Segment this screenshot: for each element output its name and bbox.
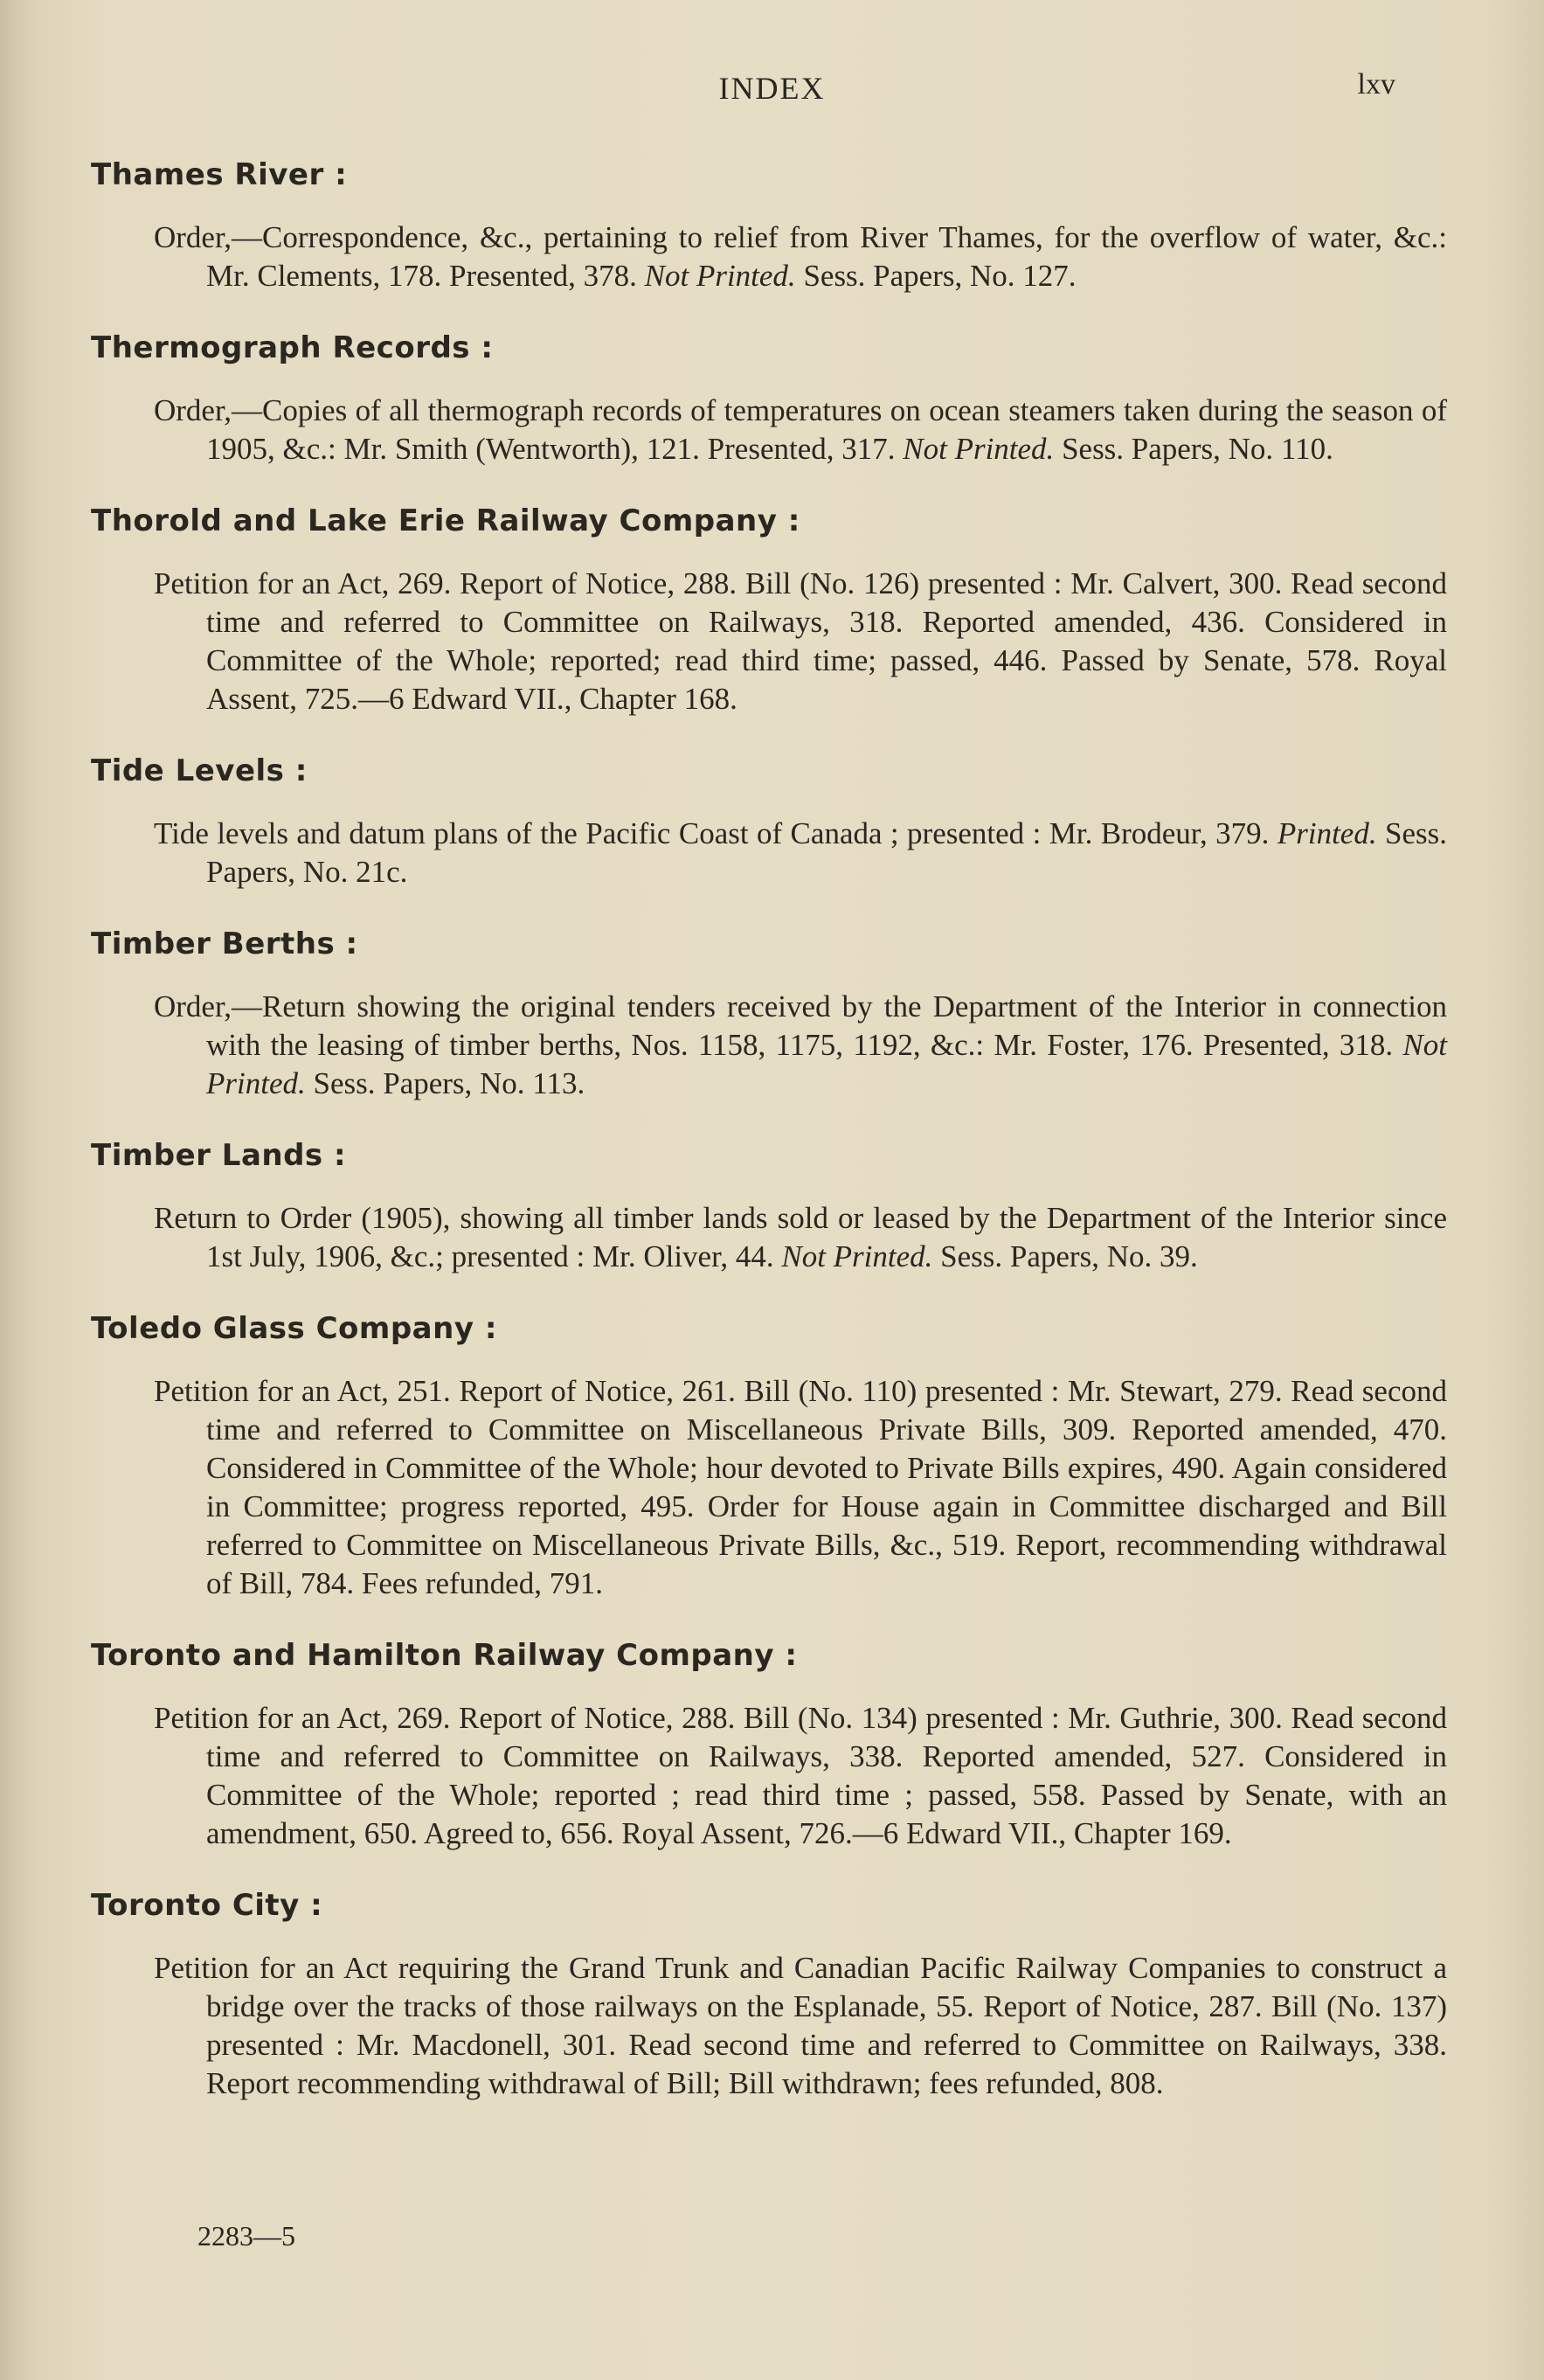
- entry-session-paper: Sess. Papers, No. 21c.: [206, 816, 1448, 889]
- index-entry: [84, 753, 1447, 892]
- entry-main-text: Petition for an Act, 269. Report of Notice, 288. Bill (No. 134) presented : Mr. Guthrie, 300. Read second time and referred to Committee on Railways, 338. Reported amended, 527. Considered in Committee of the Whole; reported ; read third time ; passed, 558. Passed by Senate, with an amendment, 650. Agreed to, 656. Royal Assent, 726.—6 Edward VII., Chapter 169.: [154, 1701, 1447, 1850]
- entry-heading: Toledo Glass Company :: [91, 1311, 497, 1346]
- entry-heading: Thames River :: [91, 157, 348, 192]
- entry-text: [84, 1949, 1447, 2103]
- index-entries: [84, 157, 1447, 2138]
- entry-print-status: Printed.: [1277, 816, 1377, 850]
- entry-heading: Timber Lands :: [91, 1138, 347, 1173]
- entry-main-text: Return to Order (1905), showing all timber lands sold or leased by the Department of the Interior since 1st July, 1906, &c.; presented : Mr. Oliver, 44.: [154, 1201, 1447, 1273]
- index-entry: [84, 1138, 1447, 1276]
- entry-heading: Thorold and Lake Erie Railway Company :: [91, 503, 800, 538]
- entry-print-status: Not Printed.: [206, 1028, 1447, 1100]
- index-entry: [84, 1311, 1447, 1603]
- page-number: lxv: [1357, 68, 1395, 101]
- entry-main-text: Order,—Correspondence, &c., pertaining to relief from River Thames, for the overflow of water, &c.: Mr. Clements, 178. Presented, 378.: [154, 220, 1447, 293]
- index-entry: [84, 503, 1447, 718]
- entry-main-text: Petition for an Act, 251. Report of Notice, 261. Bill (No. 110) presented : Mr. Stewart, 279. Read second time and referred to Committee on Miscellaneous Private Bills, 309. Reported amended, 470. Considered in Committee of the Whole; hour devoted to Private Bills expires, 490. Again considered in Committee; progress reported, 495. Order for House again in Committee discharged and Bill referred to Committee on Miscellaneous Private Bills, &c., 519. Report, recommending withdrawal of Bill, 784. Fees refunded, 791.: [154, 1374, 1447, 1600]
- index-entry: [84, 157, 1447, 295]
- entry-text: [84, 565, 1447, 718]
- running-head: [0, 63, 1544, 115]
- index-entry: [84, 926, 1447, 1103]
- entry-print-status: Not Printed.: [781, 1239, 933, 1273]
- entry-main-text: Order,—Return showing the original tenders received by the Department of the Interior in connection with the leasing of timber berths, Nos. 1158, 1175, 1192, &c.: Mr. Foster, 176. Presented, 318.: [154, 989, 1447, 1062]
- entry-text: [84, 1372, 1447, 1603]
- entry-session-paper: Sess. Papers, No. 127.: [795, 259, 1077, 293]
- entry-main-text: Tide levels and datum plans of the Pacific Coast of Canada ; presented : Mr. Brodeur, 379.: [154, 816, 1277, 850]
- index-entry: [84, 1888, 1447, 2103]
- index-entry: [84, 1638, 1447, 1853]
- entry-session-paper: Sess. Papers, No. 113.: [305, 1066, 585, 1100]
- entry-session-paper: Sess. Papers, No. 39.: [932, 1239, 1198, 1273]
- page-title: INDEX: [718, 71, 826, 106]
- index-entry: [84, 330, 1447, 468]
- entry-session-paper: Sess. Papers, No. 110.: [1054, 432, 1333, 466]
- entry-main-text: Petition for an Act requiring the Grand Trunk and Canadian Pacific Railway Companies to construct a bridge over the tracks of those railways on the Esplanade, 55. Report of Notice, 287. Bill (No. 137) presented : Mr. Macdonell, 301. Read second time and referred to Committee on Railways, 338. Report recommending withdrawal of Bill; Bill withdrawn; fees refunded, 808.: [154, 1951, 1447, 2100]
- entry-text: [84, 988, 1447, 1103]
- entry-main-text: Petition for an Act, 269. Report of Notice, 288. Bill (No. 126) presented : Mr. Calvert, 300. Read second time and referred to Committee on Railways, 318. Reported amended, 436. Considered in Committee of the Whole; reported; read third time; passed, 446. Passed by Senate, 578. Royal Assent, 725.—6 Edward VII., Chapter 168.: [154, 566, 1447, 716]
- entry-text: [84, 815, 1447, 892]
- entry-print-status: Not Printed.: [644, 259, 796, 293]
- entry-heading: Thermograph Records :: [91, 330, 494, 365]
- entry-text: [84, 392, 1447, 468]
- entry-heading: Toronto and Hamilton Railway Company :: [91, 1638, 798, 1673]
- entry-text: [84, 1699, 1447, 1853]
- entry-text: [84, 219, 1447, 295]
- printer-signature: 2283—5: [197, 2220, 295, 2252]
- entry-text: [84, 1199, 1447, 1276]
- entry-heading: Tide Levels :: [91, 753, 308, 788]
- entry-heading: Toronto City :: [91, 1888, 323, 1923]
- entry-print-status: Not Printed.: [903, 432, 1055, 466]
- entry-main-text: Order,—Copies of all thermograph records of temperatures on ocean steamers taken during the season of 1905, &c.: Mr. Smith (Wentworth), 121. Presented, 317.: [154, 393, 1447, 466]
- entry-heading: Timber Berths :: [91, 926, 358, 961]
